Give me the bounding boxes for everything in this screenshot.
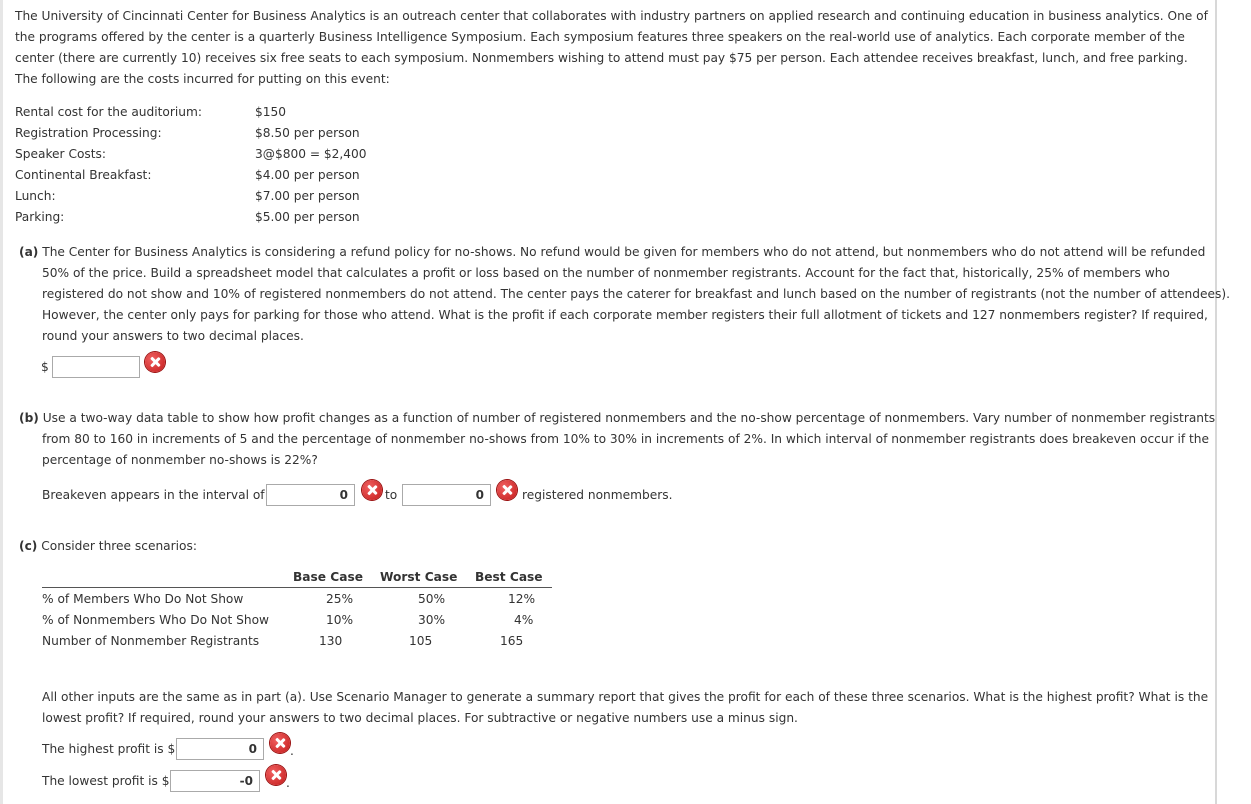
cost-value: $150 bbox=[255, 105, 287, 119]
scenario-header-best: Best Case bbox=[475, 570, 543, 584]
page-right-border bbox=[1215, 0, 1217, 804]
scenario-row-label: Number of Nonmember Registrants bbox=[42, 634, 260, 648]
cost-value: $7.00 per person bbox=[255, 189, 360, 203]
scenario-row-label: % of Nonmembers Who Do Not Show bbox=[42, 613, 270, 627]
problem-intro: The University of Cincinnati Center for Business Analytics is an outreach center that collaborates with industry partners on applied research and continuing education in business analytics. One of the programs offered by the center is a quarterly Business Intelligence Symposium. Each symposium features three speakers on the real-world use of analytics. Each corporate member of the center (there are currently 10) receives six free seats to each symposium. Nonmembers wishing to attend must pay $75 per person. Each attendee receives breakfast, lunch, and free parking. The following are the costs incurred for putting on this event: bbox=[15, 9, 1208, 86]
breakeven-from-input[interactable] bbox=[266, 484, 355, 506]
period: . bbox=[290, 744, 294, 758]
part-c-label: (c) bbox=[19, 539, 38, 553]
cost-label: Rental cost for the auditorium: bbox=[15, 105, 202, 119]
part-a-question bbox=[19, 242, 1232, 347]
part-b-label: (b) bbox=[19, 411, 39, 425]
scenario-cell: 50% bbox=[418, 592, 446, 606]
scenario-cell: 25% bbox=[326, 592, 354, 606]
cost-value: $5.00 per person bbox=[255, 210, 360, 224]
incorrect-icon bbox=[270, 733, 290, 753]
lowest-profit-label: The lowest profit is $ bbox=[42, 774, 170, 788]
part-a-text: The Center for Business Analytics is considering a refund policy for no-shows. No refund would be given for members who do not attend, but nonmembers who do not attend will be refunded 50% of the price. Build a spreadsheet model that calculates a profit or loss based on the number of nonmember registrants. Account for the fact that, historically, 25% of members who registered do not show and 10% of registered nonmembers do not attend. The center pays the caterer for breakfast and lunch based on the number of registrants (not the number of attendees). However, the center only pays for parking for those who attend. What is the profit if each corporate member registers their full allotment of tickets and 127 nonmembers register? If required, round your answers to two decimal places. bbox=[42, 245, 1230, 343]
cost-value: $8.50 per person bbox=[255, 126, 360, 140]
interval-to-label: to bbox=[385, 488, 398, 502]
incorrect-icon bbox=[362, 480, 382, 500]
incorrect-icon bbox=[497, 480, 517, 500]
highest-profit-input[interactable] bbox=[176, 738, 264, 760]
incorrect-icon bbox=[266, 765, 286, 785]
incorrect-icon bbox=[145, 352, 165, 372]
part-b-question bbox=[19, 408, 1232, 471]
part-c-intro-text: Consider three scenarios: bbox=[41, 539, 197, 553]
scenario-cell: 165 bbox=[500, 634, 524, 648]
scenario-cell: 4% bbox=[514, 613, 534, 627]
breakeven-prefix: Breakeven appears in the interval of bbox=[42, 488, 265, 502]
breakeven-suffix: registered nonmembers. bbox=[522, 488, 673, 502]
table-header-rule bbox=[42, 587, 552, 588]
scenario-cell: 105 bbox=[409, 634, 433, 648]
scenario-cell: 130 bbox=[319, 634, 343, 648]
breakeven-to-input[interactable] bbox=[402, 484, 491, 506]
scenario-cell: 10% bbox=[326, 613, 354, 627]
cost-value: $4.00 per person bbox=[255, 168, 360, 182]
cost-value: 3@$800 = $2,400 bbox=[255, 147, 367, 161]
period: . bbox=[286, 776, 290, 790]
part-a-currency: $ bbox=[41, 360, 49, 374]
part-a-profit-input[interactable] bbox=[52, 356, 140, 378]
part-a-label: (a) bbox=[19, 245, 39, 259]
cost-label: Registration Processing: bbox=[15, 126, 162, 140]
page-left-border bbox=[0, 0, 3, 804]
scenario-cell: 12% bbox=[508, 592, 536, 606]
scenario-row-label: % of Members Who Do Not Show bbox=[42, 592, 244, 606]
cost-label: Speaker Costs: bbox=[15, 147, 106, 161]
scenario-header-base: Base Case bbox=[293, 570, 363, 584]
cost-label: Continental Breakfast: bbox=[15, 168, 152, 182]
cost-label: Lunch: bbox=[15, 189, 56, 203]
cost-label: Parking: bbox=[15, 210, 65, 224]
part-c-intro bbox=[19, 536, 1209, 557]
scenario-header-worst: Worst Case bbox=[380, 570, 458, 584]
scenario-cell: 30% bbox=[418, 613, 446, 627]
highest-profit-label: The highest profit is $ bbox=[42, 742, 176, 756]
part-b-text: Use a two-way data table to show how profit changes as a function of number of registered nonmembers and the no-show percentage of nonmembers. Vary number of nonmember registrants from 80 to 160 in increments of 5 and the percentage of nonmember no-shows from 10% to 30% in increments of 2%. In which interval of nonmember registrants does breakeven occur if the percentage of nonmember no-shows is 22%? bbox=[42, 411, 1216, 467]
part-c-question: All other inputs are the same as in part (a). Use Scenario Manager to generate a summary report that gives the profit for each of these three scenarios. What is the highest profit? What is the lowest profit? If required, round your answers to two decimal places. For subtractive or negative numbers use a minus sign. bbox=[42, 690, 1209, 725]
lowest-profit-input[interactable] bbox=[170, 770, 260, 792]
